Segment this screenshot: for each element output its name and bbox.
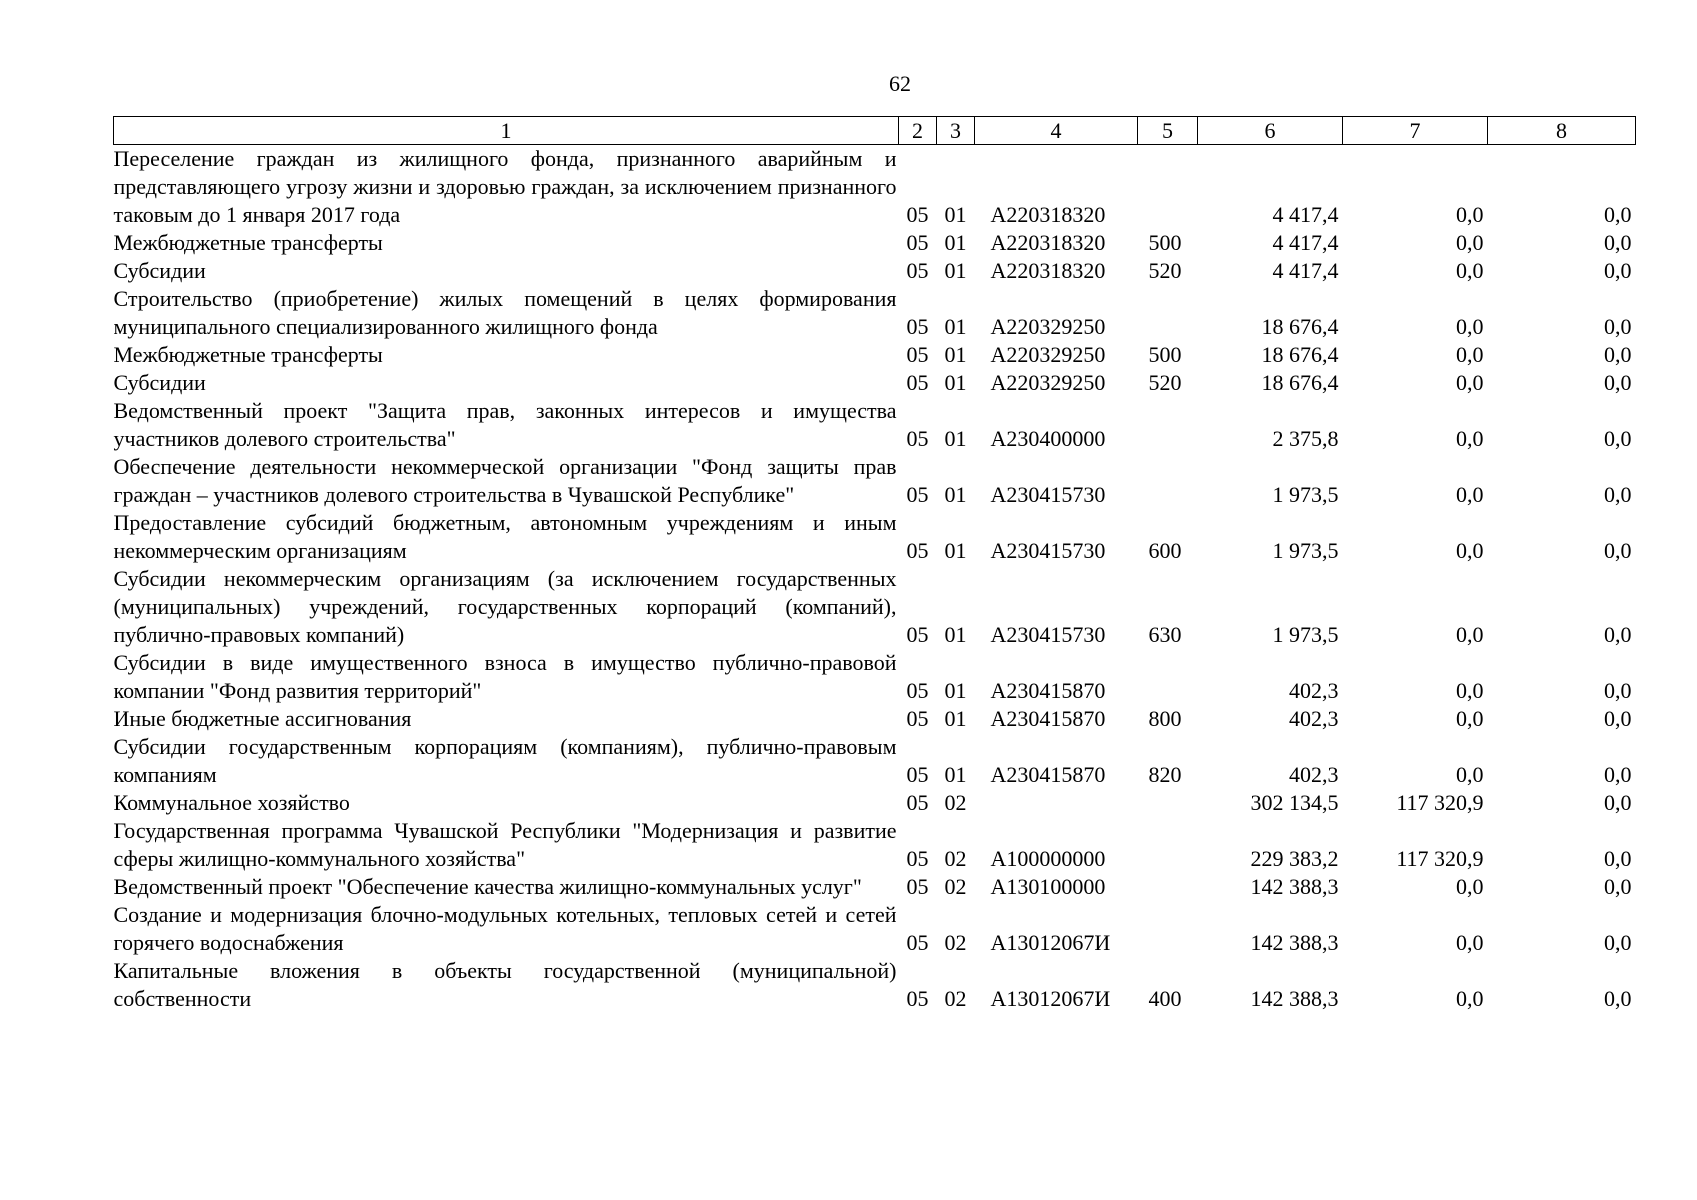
expense-type-code	[1138, 285, 1198, 341]
amount-col-7: 0,0	[1456, 314, 1484, 339]
table-row	[114, 369, 1636, 397]
amount-col-6: 402,3	[1289, 706, 1339, 731]
expense-type-code	[1138, 873, 1198, 901]
section-code: 05	[906, 482, 929, 507]
subsection-code: 02	[944, 986, 967, 1011]
amount-col-7: 0,0	[1456, 370, 1484, 395]
section-code: 05	[906, 986, 929, 1011]
column-header-2: 2	[899, 117, 937, 145]
column-header-7: 7	[1343, 117, 1488, 145]
row-name: Ведомственный проект "Защита прав, законных интересов и имущества участников долевого строительства"	[113, 398, 897, 451]
amount-col-6: 1 973,5	[1272, 622, 1339, 647]
amount-col-7: 0,0	[1456, 230, 1484, 255]
section-code: 05	[906, 258, 929, 283]
subsection-code: 02	[944, 790, 967, 815]
column-header-5: 5	[1138, 117, 1198, 145]
subsection-code: 01	[944, 202, 967, 227]
target-article-code: А220329250	[990, 342, 1106, 367]
target-article-code: А230415870	[990, 706, 1106, 731]
target-article-code: А220329250	[990, 314, 1106, 339]
amount-col-8: 0,0	[1604, 370, 1632, 395]
target-article-code: А230415730	[990, 482, 1106, 507]
row-name: Субсидии в виде имущественного взноса в имущество публично-правовой компании "Фонд развития территорий"	[113, 650, 897, 703]
amount-col-8: 0,0	[1604, 930, 1632, 955]
table-row	[114, 341, 1636, 369]
amount-col-7: 0,0	[1456, 678, 1484, 703]
table-row	[114, 649, 1636, 705]
amount-col-7: 0,0	[1456, 930, 1484, 955]
expense-type-code	[1138, 145, 1198, 230]
amount-col-8: 0,0	[1604, 986, 1632, 1011]
row-name: Субсидии некоммерческим организациям (за исключением государственных (муниципальных) учреждений, государственных корпораций (компаний), публично-правовых компаний)	[113, 566, 897, 647]
target-article-code: А220318320	[990, 202, 1106, 227]
section-code: 05	[906, 426, 929, 451]
target-article-code: А130100000	[990, 874, 1106, 899]
column-header-6: 6	[1198, 117, 1343, 145]
table-header	[114, 117, 1636, 145]
subsection-code: 02	[944, 874, 967, 899]
table-row	[114, 145, 1636, 230]
subsection-code: 02	[944, 846, 967, 871]
section-code: 05	[906, 678, 929, 703]
amount-col-8: 0,0	[1604, 314, 1632, 339]
amount-col-7: 0,0	[1456, 986, 1484, 1011]
target-article-code: А230415730	[990, 538, 1106, 563]
table-row	[114, 789, 1636, 817]
table-row	[114, 873, 1636, 901]
amount-col-7: 0,0	[1456, 258, 1484, 283]
subsection-code: 01	[944, 482, 967, 507]
row-name: Коммунальное хозяйство	[113, 790, 350, 815]
subsection-code: 01	[944, 678, 967, 703]
row-name: Капитальные вложения в объекты государственной (муниципальной) собственности	[113, 958, 897, 1011]
table-row	[114, 453, 1636, 509]
amount-col-8: 0,0	[1604, 846, 1632, 871]
row-name: Субсидии	[113, 258, 206, 283]
expense-type-code	[1138, 789, 1198, 817]
row-name: Переселение граждан из жилищного фонда, признанного аварийным и представляющего угрозу жизни и здоровью граждан, за исключением признанного таковым до 1 января 2017 года	[113, 146, 897, 227]
amount-col-7: 0,0	[1456, 202, 1484, 227]
expense-type-code: 520	[1148, 370, 1182, 395]
target-article-code	[975, 789, 1138, 817]
section-code: 05	[906, 342, 929, 367]
expense-type-code	[1138, 649, 1198, 705]
target-article-code: А230400000	[990, 426, 1106, 451]
amount-col-7: 117 320,9	[1396, 790, 1484, 815]
amount-col-8: 0,0	[1604, 482, 1632, 507]
table-row	[114, 957, 1636, 1013]
column-header-4: 4	[975, 117, 1138, 145]
amount-col-8: 0,0	[1604, 538, 1632, 563]
section-code: 05	[906, 930, 929, 955]
amount-col-8: 0,0	[1604, 622, 1632, 647]
section-code: 05	[906, 230, 929, 255]
amount-col-6: 18 676,4	[1261, 342, 1339, 367]
amount-col-8: 0,0	[1604, 790, 1632, 815]
row-name: Иные бюджетные ассигнования	[113, 706, 412, 731]
row-name: Межбюджетные трансферты	[113, 342, 383, 367]
table-body	[114, 145, 1636, 1014]
expense-type-code	[1138, 453, 1198, 509]
expense-type-code: 600	[1148, 538, 1182, 563]
table-row	[114, 901, 1636, 957]
target-article-code: А220318320	[990, 230, 1106, 255]
amount-col-7: 0,0	[1456, 538, 1484, 563]
row-name: Субсидии государственным корпорациям (компаниям), публично-правовым компаниям	[113, 734, 897, 787]
amount-col-7: 0,0	[1456, 342, 1484, 367]
subsection-code: 01	[944, 230, 967, 255]
expense-type-code	[1138, 817, 1198, 873]
amount-col-7: 117 320,9	[1396, 846, 1484, 871]
section-code: 05	[906, 314, 929, 339]
amount-col-6: 1 973,5	[1272, 482, 1339, 507]
amount-col-6: 142 388,3	[1250, 986, 1339, 1011]
expense-type-code	[1138, 397, 1198, 453]
amount-col-6: 2 375,8	[1272, 426, 1339, 451]
target-article-code: А220329250	[990, 370, 1106, 395]
amount-col-7: 0,0	[1456, 622, 1484, 647]
subsection-code: 01	[944, 622, 967, 647]
section-code: 05	[906, 202, 929, 227]
amount-col-6: 4 417,4	[1272, 230, 1339, 255]
amount-col-8: 0,0	[1604, 426, 1632, 451]
target-article-code: А230415730	[990, 622, 1106, 647]
target-article-code: А13012067И	[990, 986, 1111, 1011]
amount-col-6: 18 676,4	[1261, 314, 1339, 339]
table-row	[114, 705, 1636, 733]
table-row	[114, 257, 1636, 285]
amount-col-6: 1 973,5	[1272, 538, 1339, 563]
amount-col-8: 0,0	[1604, 230, 1632, 255]
section-code: 05	[906, 370, 929, 395]
section-code: 05	[906, 706, 929, 731]
row-name: Создание и модернизация блочно-модульных котельных, тепловых сетей и сетей горячего водоснабжения	[113, 902, 897, 955]
table-row	[114, 397, 1636, 453]
subsection-code: 01	[944, 762, 967, 787]
amount-col-8: 0,0	[1604, 202, 1632, 227]
target-article-code: А230415870	[990, 678, 1106, 703]
subsection-code: 01	[944, 258, 967, 283]
amount-col-7: 0,0	[1456, 706, 1484, 731]
amount-col-6: 4 417,4	[1272, 202, 1339, 227]
amount-col-6: 402,3	[1289, 762, 1339, 787]
amount-col-6: 4 417,4	[1272, 258, 1339, 283]
column-header-8: 8	[1488, 117, 1636, 145]
amount-col-7: 0,0	[1456, 482, 1484, 507]
column-header-1: 1	[114, 117, 899, 145]
expense-type-code: 800	[1148, 706, 1182, 731]
row-name: Обеспечение деятельности некоммерческой организации "Фонд защиты прав граждан – участников долевого строительства в Чувашской Республике"	[113, 454, 897, 507]
amount-col-6: 18 676,4	[1261, 370, 1339, 395]
amount-col-7: 0,0	[1456, 762, 1484, 787]
subsection-code: 01	[944, 426, 967, 451]
expense-type-code: 520	[1148, 258, 1182, 283]
amount-col-7: 0,0	[1456, 874, 1484, 899]
amount-col-6: 142 388,3	[1250, 930, 1339, 955]
row-name: Субсидии	[113, 370, 206, 395]
amount-col-8: 0,0	[1604, 874, 1632, 899]
amount-col-8: 0,0	[1604, 706, 1632, 731]
row-name: Межбюджетные трансферты	[113, 230, 383, 255]
subsection-code: 01	[944, 342, 967, 367]
table-row	[114, 733, 1636, 789]
budget-table	[113, 116, 1635, 1013]
amount-col-8: 0,0	[1604, 762, 1632, 787]
row-name: Строительство (приобретение) жилых помещений в целях формирования муниципального специализированного жилищного фонда	[113, 286, 897, 339]
column-header-3: 3	[937, 117, 975, 145]
table-row	[114, 565, 1636, 649]
subsection-code: 01	[944, 706, 967, 731]
expense-type-code: 500	[1148, 230, 1182, 255]
amount-col-6: 229 383,2	[1250, 846, 1339, 871]
amount-col-6: 402,3	[1289, 678, 1339, 703]
subsection-code: 01	[944, 538, 967, 563]
expense-type-code: 400	[1148, 986, 1182, 1011]
amount-col-6: 142 388,3	[1250, 874, 1339, 899]
table-row	[114, 229, 1636, 257]
section-code: 05	[906, 846, 929, 871]
amount-col-8: 0,0	[1604, 258, 1632, 283]
target-article-code: А220318320	[990, 258, 1106, 283]
section-code: 05	[906, 790, 929, 815]
subsection-code: 02	[944, 930, 967, 955]
expense-type-code	[1138, 901, 1198, 957]
section-code: 05	[906, 874, 929, 899]
row-name: Ведомственный проект "Обеспечение качества жилищно-коммунальных услуг"	[113, 874, 862, 899]
row-name: Государственная программа Чувашской Республики "Модернизация и развитие сферы жилищно-коммунального хозяйства"	[113, 818, 897, 871]
row-name: Предоставление субсидий бюджетным, автономным учреждениям и иным некоммерческим организациям	[113, 510, 897, 563]
table-row	[114, 509, 1636, 565]
table-row	[114, 285, 1636, 341]
table-row	[114, 817, 1636, 873]
amount-col-8: 0,0	[1604, 342, 1632, 367]
section-code: 05	[906, 762, 929, 787]
section-code: 05	[906, 538, 929, 563]
amount-col-7: 0,0	[1456, 426, 1484, 451]
target-article-code: А230415870	[990, 762, 1106, 787]
subsection-code: 01	[944, 314, 967, 339]
page-number: 62	[889, 71, 911, 96]
subsection-code: 01	[944, 370, 967, 395]
target-article-code: А100000000	[990, 846, 1106, 871]
section-code: 05	[906, 622, 929, 647]
expense-type-code: 630	[1148, 622, 1182, 647]
amount-col-6: 302 134,5	[1250, 790, 1339, 815]
amount-col-8: 0,0	[1604, 678, 1632, 703]
expense-type-code: 820	[1148, 762, 1182, 787]
target-article-code: А13012067И	[990, 930, 1111, 955]
expense-type-code: 500	[1148, 342, 1182, 367]
